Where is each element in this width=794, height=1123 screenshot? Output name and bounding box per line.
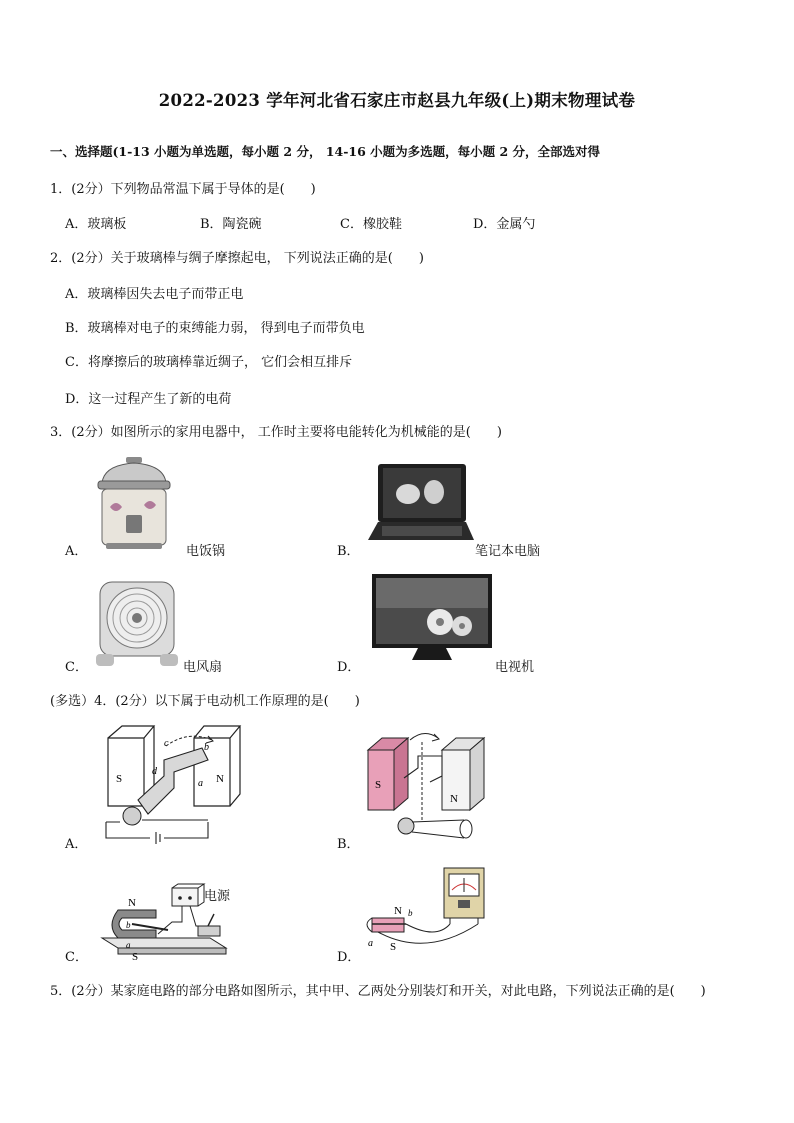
question-4-option-a-letter: A． (65, 837, 88, 852)
question-3-option-c-caption: 电风扇 (183, 660, 223, 675)
rod-a-label-c: a (126, 940, 131, 950)
question-3-option-d-letter: D． (337, 660, 361, 675)
question-2-option-a: A．玻璃棒因失去电子而带正电 (65, 287, 244, 302)
motor-diagram-a (98, 722, 248, 844)
rod-b-label-c: b (126, 920, 131, 930)
question-2-option-c: C．将摩擦后的玻璃棒靠近绸子， 它们会相互排斥 (65, 355, 353, 370)
magnet-s-label: S (116, 773, 123, 785)
coil-b-label: b (204, 742, 209, 753)
magnet-n-label-b: N (450, 793, 458, 805)
question-1-option-d: D．金属勺 (473, 217, 536, 232)
question-3-option-a-caption: 电饭锅 (186, 544, 226, 559)
magnet-s-label-c: S (132, 951, 139, 963)
magnet-n-label: N (216, 773, 224, 785)
television-image (370, 572, 494, 664)
laptop-image (368, 462, 474, 548)
magnet-n-label-d: N (394, 905, 402, 917)
coil-c-label: c (164, 738, 169, 749)
question-5-stem: 5．(2分）某家庭电路的部分电路如图所示，其中甲、乙两处分别装灯和开关，对此电路，下列说法正确的是( ) (50, 984, 706, 999)
question-1-stem: 1．(2分）下列物品常温下属于导体的是( ) (50, 182, 316, 197)
section-heading: 一、选择题(1-13 小题为单选题，每小题 2 分， 14-16 小题为多选题，每小题 2 分，全部选对得 (50, 144, 601, 159)
question-4-option-b-letter: B． (337, 837, 360, 852)
rice-cooker-image (96, 455, 172, 553)
question-3-option-c-letter: C． (65, 660, 88, 675)
magnet-n-label-c: N (128, 897, 136, 909)
coil-d-label: d (152, 766, 157, 777)
question-4-option-d-letter: D． (337, 950, 361, 965)
question-4-stem: (多选）4．(2分）以下属于电动机工作原理的是( ) (50, 694, 360, 709)
coil-a-label: a (198, 778, 203, 789)
generator-diagram-d (366, 866, 490, 956)
page-title: 2022-2023 学年河北省石家庄市赵县九年级(上)期末物理试卷 (158, 91, 636, 110)
power-source-label: 电源 (204, 889, 231, 904)
magnet-s-label-d: S (390, 941, 397, 953)
question-3-stem: 3．(2分）如图所示的家用电器中， 工作时主要将电能转化为机械能的是( ) (50, 425, 502, 440)
question-3-option-d-caption: 电视机 (495, 660, 535, 675)
question-1-option-a: A．玻璃板 (65, 217, 127, 232)
motor-diagram-b (366, 722, 486, 844)
rod-b-label-d: b (408, 908, 413, 918)
question-3-option-b-caption: 笔记本电脑 (475, 544, 541, 559)
electric-fan-image (96, 580, 178, 670)
question-3-option-b-letter: B． (337, 544, 360, 559)
question-1-option-c: C．橡胶鞋 (340, 217, 402, 232)
question-2-option-b: B．玻璃棒对电子的束缚能力弱， 得到电子而带负电 (65, 321, 365, 336)
question-1-option-b: B．陶瓷碗 (200, 217, 262, 232)
question-4-option-c-letter: C． (65, 950, 88, 965)
question-2-option-d: D．这一过程产生了新的电荷 (65, 392, 232, 407)
rod-a-label-d: a (368, 938, 373, 949)
question-3-option-a-letter: A． (65, 544, 88, 559)
magnet-s-label-b: S (375, 779, 382, 791)
question-2-stem: 2．(2分）关于玻璃棒与绸子摩擦起电， 下列说法正确的是( ) (50, 251, 424, 266)
